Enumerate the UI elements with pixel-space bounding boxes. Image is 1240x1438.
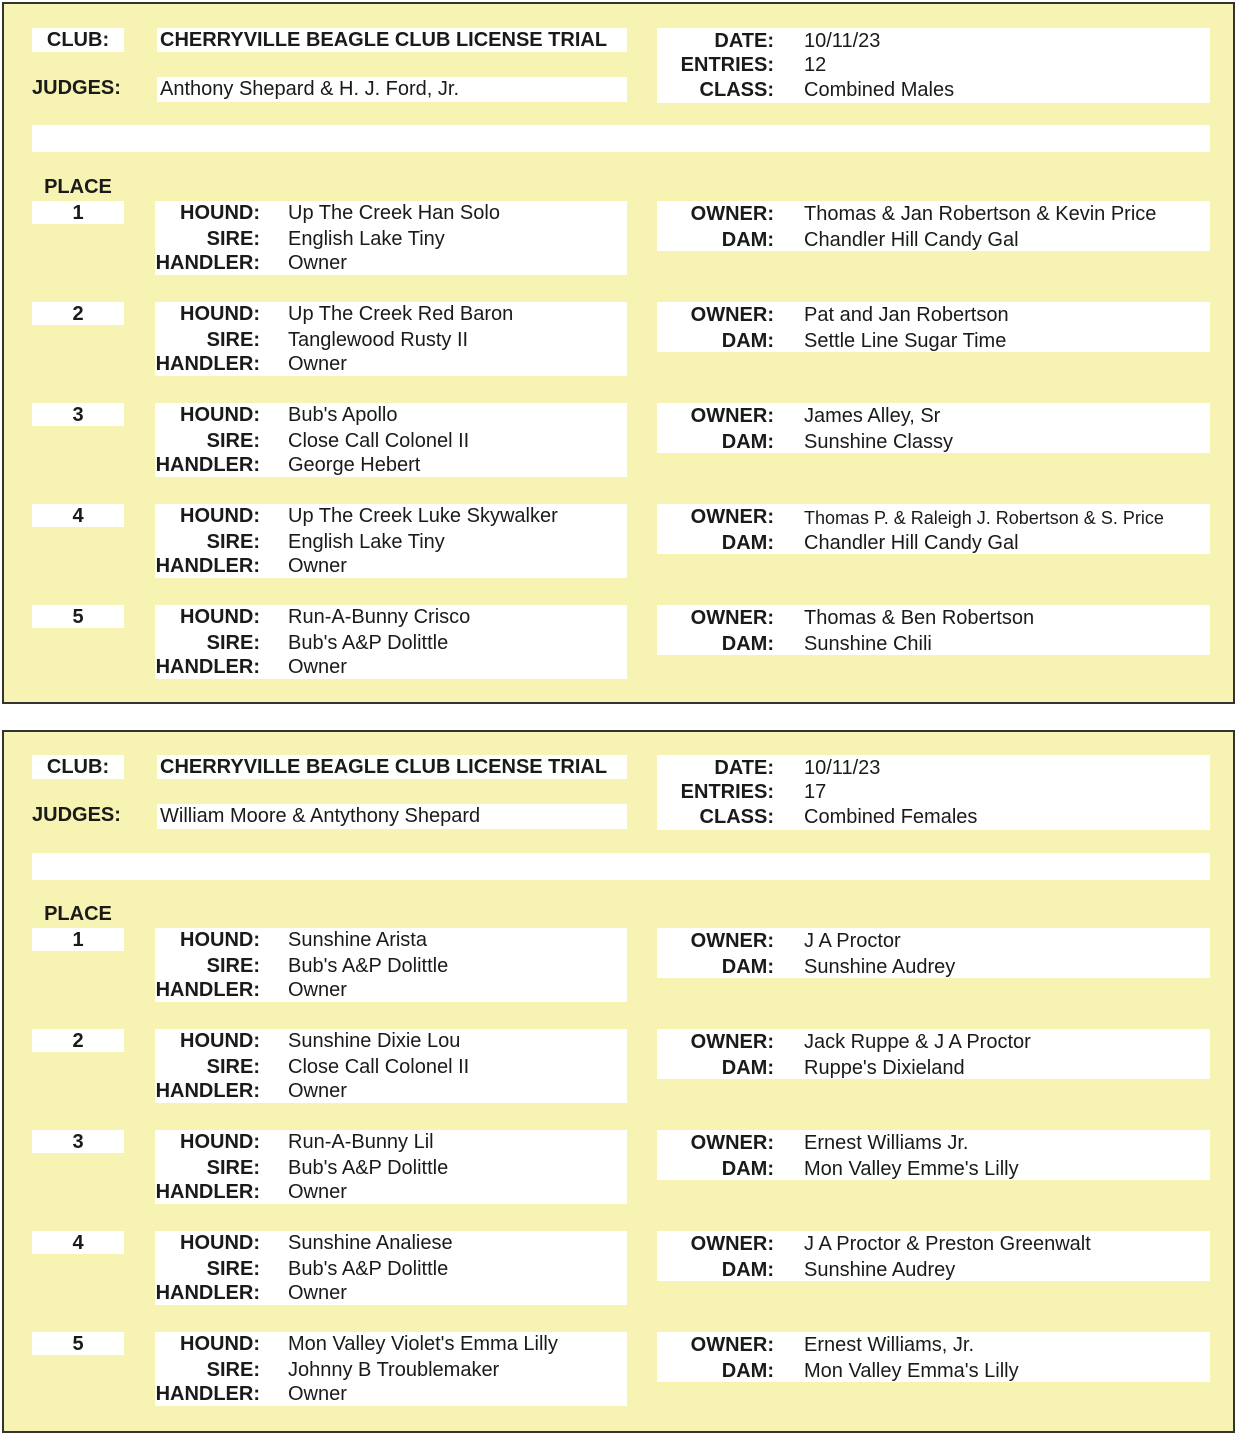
class-value: Combined Females xyxy=(804,806,978,828)
dam-name: Sunshine Chili xyxy=(804,633,932,655)
place-number: 4 xyxy=(72,1232,84,1254)
dam-name: Sunshine Audrey xyxy=(804,956,956,978)
sire-label: SIRE: xyxy=(206,632,260,654)
hound-name: Run-A-Bunny Crisco xyxy=(288,606,471,628)
dam-name: Sunshine Audrey xyxy=(804,1259,956,1281)
club-label: CLUB: xyxy=(46,29,110,51)
handler-name: Owner xyxy=(288,353,347,375)
dam-label: DAM: xyxy=(721,1259,774,1281)
sire-label: SIRE: xyxy=(206,1056,260,1078)
owner-label: OWNER: xyxy=(690,506,774,528)
dam-label: DAM: xyxy=(721,956,774,978)
owner-name: J A Proctor & Preston Greenwalt xyxy=(804,1233,1091,1255)
owner-label: OWNER: xyxy=(690,304,774,326)
hound-name: Bub's Apollo xyxy=(288,404,398,426)
hound-name: Mon Valley Violet's Emma Lilly xyxy=(288,1333,558,1355)
separator-bar xyxy=(32,853,1210,880)
hound-name: Up The Creek Red Baron xyxy=(288,303,514,325)
hound-label: HOUND: xyxy=(180,929,260,951)
place-number: 5 xyxy=(72,1333,84,1355)
owner-name: James Alley, Sr xyxy=(804,405,941,427)
hound-label: HOUND: xyxy=(180,505,260,527)
owner-name: Thomas & Ben Robertson xyxy=(804,607,1035,629)
sire-label: SIRE: xyxy=(206,1157,260,1179)
owner-name: Thomas & Jan Robertson & Kevin Price xyxy=(804,203,1157,225)
entries-label: ENTRIES: xyxy=(680,781,774,803)
handler-name: Owner xyxy=(288,555,347,577)
dam-label: DAM: xyxy=(721,1158,774,1180)
hound-name: Sunshine Dixie Lou xyxy=(288,1030,461,1052)
sire-name: Johnny B Troublemaker xyxy=(288,1359,500,1381)
owner-label: OWNER: xyxy=(690,930,774,952)
handler-label: HANDLER: xyxy=(155,1181,260,1203)
class-label: CLASS: xyxy=(699,806,774,828)
owner-label: OWNER: xyxy=(690,203,774,225)
dam-name: Mon Valley Emme's Lilly xyxy=(804,1158,1019,1180)
hound-label: HOUND: xyxy=(180,1232,260,1254)
hound-label: HOUND: xyxy=(180,1030,260,1052)
date-value: 10/11/23 xyxy=(804,30,881,52)
handler-name: Owner xyxy=(288,252,347,274)
date-label: DATE: xyxy=(714,30,774,52)
owner-name: Thomas P. & Raleigh J. Robertson & S. Price xyxy=(804,508,1164,528)
club-name: CHERRYVILLE BEAGLE CLUB LICENSE TRIAL xyxy=(160,756,608,778)
hound-label: HOUND: xyxy=(180,202,260,224)
place-number: 1 xyxy=(72,202,84,224)
club-name: CHERRYVILLE BEAGLE CLUB LICENSE TRIAL xyxy=(160,29,608,51)
dam-name: Sunshine Classy xyxy=(804,431,953,453)
dam-label: DAM: xyxy=(721,229,774,251)
trial-card xyxy=(2,2,1235,704)
dam-label: DAM: xyxy=(721,330,774,352)
owner-name: Ernest Williams Jr. xyxy=(804,1132,969,1154)
hound-label: HOUND: xyxy=(180,303,260,325)
sire-label: SIRE: xyxy=(206,430,260,452)
class-label: CLASS: xyxy=(699,79,774,101)
owner-label: OWNER: xyxy=(690,1031,774,1053)
owner-label: OWNER: xyxy=(690,607,774,629)
place-number: 3 xyxy=(72,404,84,426)
place-header: PLACE xyxy=(44,903,112,925)
handler-name: Owner xyxy=(288,656,347,678)
judges-value: Anthony Shepard & H. J. Ford, Jr. xyxy=(160,78,460,100)
sire-label: SIRE: xyxy=(206,228,260,250)
owner-label: OWNER: xyxy=(690,1233,774,1255)
hound-name: Sunshine Analiese xyxy=(288,1232,453,1254)
dam-label: DAM: xyxy=(721,1057,774,1079)
place-number: 5 xyxy=(72,606,84,628)
entries-value: 17 xyxy=(804,781,827,803)
owner-label: OWNER: xyxy=(690,1334,774,1356)
handler-name: Owner xyxy=(288,1181,347,1203)
hound-name: Up The Creek Han Solo xyxy=(288,202,500,224)
owner-name: Pat and Jan Robertson xyxy=(804,304,1009,326)
sire-name: Close Call Colonel II xyxy=(288,1056,470,1078)
sire-name: Bub's A&P Dolittle xyxy=(288,955,449,977)
owner-name: J A Proctor xyxy=(804,930,901,952)
handler-label: HANDLER: xyxy=(155,979,260,1001)
sire-label: SIRE: xyxy=(206,1359,260,1381)
handler-name: Owner xyxy=(288,979,347,1001)
sire-name: English Lake Tiny xyxy=(288,228,445,250)
dam-name: Mon Valley Emma's Lilly xyxy=(804,1360,1019,1382)
class-value: Combined Males xyxy=(804,79,955,101)
dam-label: DAM: xyxy=(721,1360,774,1382)
owner-name: Ernest Williams, Jr. xyxy=(804,1334,975,1356)
hound-label: HOUND: xyxy=(180,606,260,628)
dam-label: DAM: xyxy=(721,532,774,554)
sire-name: Close Call Colonel II xyxy=(288,430,470,452)
dam-name: Chandler Hill Candy Gal xyxy=(804,532,1019,554)
sire-name: Bub's A&P Dolittle xyxy=(288,632,449,654)
date-value: 10/11/23 xyxy=(804,757,881,779)
judges-label: JUDGES: xyxy=(32,804,121,826)
place-number: 2 xyxy=(72,1030,84,1052)
handler-name: Owner xyxy=(288,1383,347,1405)
place-number: 3 xyxy=(72,1131,84,1153)
place-number: 2 xyxy=(72,303,84,325)
dam-label: DAM: xyxy=(721,431,774,453)
dam-name: Settle Line Sugar Time xyxy=(804,330,1007,352)
place-number: 4 xyxy=(72,505,84,527)
sire-label: SIRE: xyxy=(206,955,260,977)
date-label: DATE: xyxy=(714,757,774,779)
handler-name: George Hebert xyxy=(288,454,421,476)
sire-name: Bub's A&P Dolittle xyxy=(288,1157,449,1179)
hound-label: HOUND: xyxy=(180,404,260,426)
handler-label: HANDLER: xyxy=(155,1080,260,1102)
dam-label: DAM: xyxy=(721,633,774,655)
place-header: PLACE xyxy=(44,176,112,198)
trial-card xyxy=(2,730,1235,1433)
handler-label: HANDLER: xyxy=(155,1383,260,1405)
handler-label: HANDLER: xyxy=(155,1282,260,1304)
judges-value: William Moore & Antythony Shepard xyxy=(160,805,481,827)
hound-name: Sunshine Arista xyxy=(288,929,427,951)
dam-name: Ruppe's Dixieland xyxy=(804,1057,965,1079)
separator-bar xyxy=(32,125,1210,152)
handler-label: HANDLER: xyxy=(155,555,260,577)
handler-label: HANDLER: xyxy=(155,252,260,274)
sire-name: Bub's A&P Dolittle xyxy=(288,1258,449,1280)
place-number: 1 xyxy=(72,929,84,951)
sire-name: Tanglewood Rusty II xyxy=(288,329,469,351)
handler-name: Owner xyxy=(288,1282,347,1304)
sire-label: SIRE: xyxy=(206,1258,260,1280)
entries-label: ENTRIES: xyxy=(680,54,774,76)
sire-name: English Lake Tiny xyxy=(288,531,445,553)
dam-name: Chandler Hill Candy Gal xyxy=(804,229,1019,251)
owner-label: OWNER: xyxy=(690,1132,774,1154)
judges-label: JUDGES: xyxy=(32,77,121,99)
sire-label: SIRE: xyxy=(206,531,260,553)
sire-label: SIRE: xyxy=(206,329,260,351)
handler-label: HANDLER: xyxy=(155,454,260,476)
owner-label: OWNER: xyxy=(690,405,774,427)
handler-label: HANDLER: xyxy=(155,656,260,678)
hound-name: Up The Creek Luke Skywalker xyxy=(288,505,558,527)
handler-label: HANDLER: xyxy=(155,353,260,375)
hound-label: HOUND: xyxy=(180,1333,260,1355)
club-label: CLUB: xyxy=(46,756,110,778)
owner-name: Jack Ruppe & J A Proctor xyxy=(804,1031,1031,1053)
handler-name: Owner xyxy=(288,1080,347,1102)
entries-value: 12 xyxy=(804,54,827,76)
hound-label: HOUND: xyxy=(180,1131,260,1153)
hound-name: Run-A-Bunny Lil xyxy=(288,1131,434,1153)
